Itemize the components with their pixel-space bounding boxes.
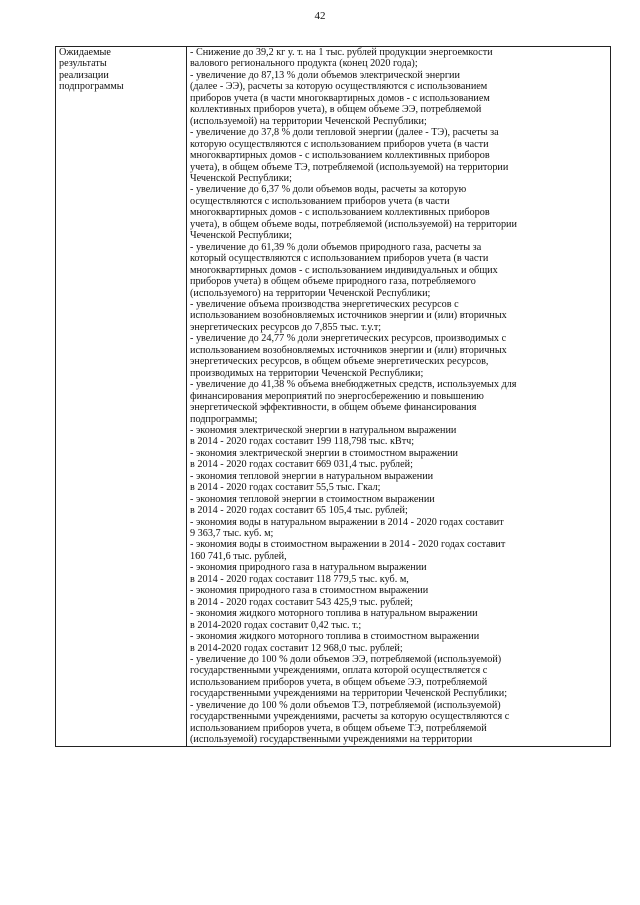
- text-line: в 2014 - 2020 годах составит 65 105,4 тыс. рублей;: [190, 505, 408, 517]
- text-line: который осуществляются с использованием приборов учета (в части: [190, 253, 489, 265]
- text-line: - увеличение объема производства энергетических ресурсов с: [190, 298, 459, 310]
- text-line: в 2014 - 2020 годах составит 118 779,5 тыс. куб. м,: [190, 573, 409, 585]
- text-line: (далее - ЭЭ), расчеты за которую осуществляются с использованием: [190, 81, 488, 93]
- text-line: - Снижение до 39,2 кг у. т. на 1 тыс. рублей продукции энергоемкости: [190, 47, 493, 58]
- text-line: - экономия жидкого моторного топлива в натуральном выражении: [190, 608, 478, 620]
- text-line: - экономия воды в натуральном выражении в 2014 - 2020 годах составит: [190, 516, 504, 528]
- text-line: в 2014 - 2020 годах составит 669 031,4 тыс. рублей;: [190, 459, 413, 471]
- text-line: 9 363,7 тыс. куб. м;: [190, 528, 274, 540]
- text-line: производимых на территории Чеченской Республики;: [190, 367, 424, 379]
- row-label-cell: [56, 47, 187, 747]
- text-line: - увеличение до 24,77 % доли энергетических ресурсов, производимых с: [190, 333, 507, 345]
- text-line: - экономия электрической энергии в натуральном выражении: [190, 424, 457, 436]
- text-line: энергетической эффективности, в общем объеме финансирования: [190, 402, 477, 414]
- text-line: учета), в общем объеме воды, потребляемой (используемой) на территории: [190, 218, 517, 230]
- text-line: приборов учета (в части многоквартирных домов - с использованием: [190, 92, 490, 104]
- text-line: которую осуществляются с использованием приборов учета (в части: [190, 138, 489, 150]
- expected-results-text: [190, 47, 607, 746]
- text-line: финансирования мероприятий по энергосбережению и повышению: [190, 390, 484, 402]
- text-line: - увеличение до 37,8 % доли тепловой энергии (далее - ТЭ), расчеты за: [190, 127, 499, 139]
- text-line: - увеличение до 6,37 % доли объемов воды, расчеты за которую: [190, 184, 467, 196]
- text-line: использованием приборов учета, в общем объеме ЭЭ, потребляемой: [190, 676, 488, 688]
- text-line: государственными учреждениями, расчеты за которую осуществляются с: [190, 711, 510, 723]
- text-line: в 2014-2020 годах составит 0,42 тыс. т.;: [190, 619, 362, 631]
- text-line: - экономия жидкого моторного топлива в стоимостном выражении: [190, 631, 480, 643]
- text-line: - экономия тепловой энергии в стоимостном выражении: [190, 493, 435, 505]
- text-line: в 2014 - 2020 годах составит 199 118,798 тыс. кВтч;: [190, 436, 415, 448]
- text-line: многоквартирных домов - с использованием индивидуальных и общих: [190, 264, 498, 276]
- text-line: Чеченской Республики;: [190, 172, 292, 184]
- text-line: использованием возобновляемых источников энергии и (или) вторичных: [190, 310, 507, 322]
- text-line: многоквартирных домов - с использованием коллективных приборов: [190, 207, 490, 219]
- text-line: - экономия воды в стоимостном выражении в 2014 - 2020 годах составит: [190, 539, 506, 551]
- text-line: государственными учреждениями, оплата которой осуществляется с: [190, 665, 488, 677]
- text-line: в 2014 - 2020 годах составит 543 425,9 тыс. рублей;: [190, 596, 413, 608]
- text-line: - увеличение до 100 % доли объемов ТЭ, потребляемой (используемой): [190, 699, 501, 711]
- text-line: использованием возобновляемых источников энергии и (или) вторичных: [190, 344, 507, 356]
- text-line: энергетических ресурсов, в общем объеме энергетических ресурсов,: [190, 356, 489, 368]
- text-line: (используемой) на территории Чеченской Республики;: [190, 115, 427, 127]
- text-line: в 2014-2020 годах составит 12 968,0 тыс. рублей;: [190, 642, 403, 654]
- page-number: 42: [314, 10, 326, 22]
- table-row: [56, 47, 611, 747]
- text-line: осуществляются с использованием приборов учета (в части: [190, 195, 450, 207]
- text-line: валового регионального продукта (конец 2020 года);: [190, 58, 418, 70]
- text-line: - увеличение до 100 % доли объемов ЭЭ, потребляемой (используемой): [190, 654, 502, 666]
- text-line: 160 741,6 тыс. рублей,: [190, 550, 287, 562]
- text-line: - экономия природного газа в стоимостном выражении: [190, 585, 429, 597]
- text-line: учета), в общем объеме ТЭ, потребляемой (используемой) на территории: [190, 161, 509, 173]
- text-line: - увеличение до 41,38 % объема внебюджетных средств, используемых для: [190, 379, 517, 391]
- text-line: подпрограммы;: [190, 413, 258, 425]
- text-line: - экономия природного газа в натуральном выражении: [190, 562, 427, 574]
- text-line: многоквартирных домов - с использованием коллективных приборов: [190, 150, 490, 162]
- text-line: приборов учета) в общем объеме природного газа, потребляемого: [190, 276, 476, 288]
- text-line: (используемой) государственными учреждениями на территории: [190, 734, 473, 746]
- text-line: использованием приборов учета, в общем объеме ТЭ, потребляемой: [190, 722, 487, 734]
- text-line: - экономия электрической энергии в стоимостном выражении: [190, 447, 458, 459]
- text-line: - увеличение до 61,39 % доли объемов природного газа, расчеты за: [190, 241, 482, 253]
- text-line: энергетических ресурсов до 7,855 тыс. т.у.т;: [190, 321, 382, 333]
- row-label: Ожидаемые результаты реализации подпрограммы: [59, 47, 124, 93]
- text-line: - увеличение до 87,13 % доли объемов электрической энергии: [190, 69, 460, 81]
- text-line: - экономия тепловой энергии в натуральном выражении: [190, 470, 434, 482]
- subprogram-table: [55, 46, 611, 747]
- text-line: (используемого) на территории Чеченской Республики;: [190, 287, 431, 299]
- text-line: коллективных приборов учета), в общем объеме ЭЭ, потребляемой: [190, 104, 482, 116]
- text-line: государственными учреждениями на территории Чеченской Республики;: [190, 688, 508, 700]
- row-content-cell: [187, 47, 611, 747]
- text-line: в 2014 - 2020 годах составит 55,5 тыс. Гкал;: [190, 482, 381, 494]
- text-line: Чеченской Республики;: [190, 230, 292, 242]
